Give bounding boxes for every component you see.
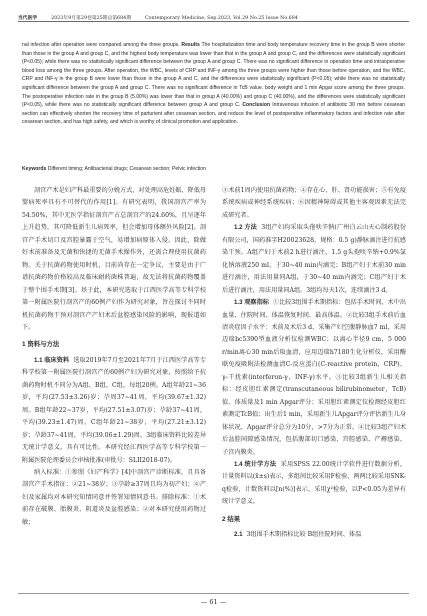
section-heading-results: 2 结果 [222, 515, 241, 523]
page-number: — 61 — [200, 598, 227, 606]
issue-info-cn: 2023年9月第29卷第25期总第684期 [51, 16, 131, 21]
section-heading-materials-methods: 1 资料与方法 [22, 341, 60, 349]
conclusion-label: Conclusion [242, 102, 271, 109]
statistics-paragraph [222, 459, 406, 509]
clinical-data-text: 选取2019年7月至2021年7月于江西医学高等专科学校第一附属医院行剖宫产的60例产妇为研究对象，按照给予抗菌药物时机不同分为A组、B组、C组，每组20例。A组年龄21~36岁，平均(27.53±3.26)岁；孕周37~41周，平均(39.67±1.32)周。B组年龄22~37岁，平均(27.51±3.07)岁；孕龄37~41周，平均(39.23±1.47)周。C组年龄21~38岁，平均(27.21±3.12)岁；孕龄37~41周，平均(39.06±1.29)周。3组临床资料比较差异无统计学意义，具有可比性。本研究经江西医学高等专科学校第一附属医院伦理委员会审核批准(审批号：SLII2018-07)。 [22, 356, 206, 464]
right-column [222, 185, 406, 542]
methods-text: 3组产妇均采取头孢呋辛钠(广州白云山天心制药股份有限公司，国药准字H20023628，规格：0.5 g)静脉滴注进行抗感染干预。A组产妇于术前2 h进行滴注，1.5 g头孢呋辛钠+0.9%氯化钠溶液250 ml，于30~40 min内滴完；B组产妇于术前30 min进行滴注，用法用量同A组，于30~40 min内滴完；C组产妇于术后进行滴注，用法用量同A组。3组均每天1次，连续滴注3 d。 [222, 224, 406, 294]
journal-name: 当代医学 [18, 15, 38, 21]
observation-text: ①比较3组围手术期指标：包括手术时间、术中出血量、住院时间、体温恢复时间、最高体温。②比较3组手术前后血清炎症因子水平：术前及术后3 d，采集产妇空腹静脉血7 ml，采用迈瑞bc5390型血液分析仪检测WBC；以离心半径9 cm，5 000 r/min离心30 min后取血清，应用迈瑞h7180生化分析仪，采用酶联免疫吸附法检测血清C-反应蛋白(C-reactive protein，CRP)、γ-干扰素(interferon-γ，INF-γ)水平。③比较3组新生儿相关指标：经皮胆红素测定(transcutaneous bilirubinometer，TcB)值、体质量及1 min Apgar评分；采用胆红素测定仪检测经皮胆红素测定TcB值；出生后1 min，采用新生儿Apgar评分评估新生儿身体状况，Apgar评分总分为10分，>7分为正常。④比较3组产妇术后盆腔间隙感染情况，包括腹部切口感染、宫腔感染、产褥感染、子宫内膜炎。 [222, 299, 406, 456]
subsection-heading-statistics: 1.4 统计学方法 [234, 460, 277, 468]
results-label: Results [181, 42, 200, 48]
footer-rule [18, 593, 409, 594]
subsection-heading-results-1: 2.1 [234, 531, 243, 539]
clinical-data-paragraph [22, 355, 206, 467]
subsection-heading-methods: 1.2 方法 [234, 224, 257, 232]
inclusion-criteria-paragraph: 纳入标准：①参照《妇产科学》[4]中剖宫产诊断标准，且具备剖宫产手术指征；②21~38岁；③孕龄≥37周且均为初产妇；④产妇及家属均对本研究知情同意并签署知情同意书。排除标准：①术前存在破膜、胎膜炎、阴道炎及盆腔感染；②对本研究使用药物过敏； [22, 468, 206, 526]
abstract-methods-tail: nal infection after operation were compared among the three groups. [22, 42, 180, 48]
issue-info-en: Contemporary Medicine, Sep.2023, Vol.29 No.25 Issue No.684 [145, 16, 298, 21]
running-header [18, 9, 409, 22]
introduction-paragraph: 剖宫产术是妇产科最重要的分娩方式，对处理高危妊娠、降低母婴病死率具有不可替代的作用[1]。有研究表明，我国剖宫产率为54.50%，其中无医学指征剖宫产占总剖宫产的24.60%，且呈逐年上升趋势，其可降低新生儿病死率，但会增加母体额外风险[2]。剖宫产手术切口及宫腔暴露于空气，易增加病原体入侵。因此，除做好术前准备及无菌和快捷的无菌手术操作外，还需合理使用抗菌药物。关于抗菌药物使用时机，目前尚存在一定争议，主要是由于广谱抗菌药物价格较高及临床耐药菌株普遍，故无法将抗菌药物覆盖于整个围手术期[3]。基于此，本研究选取于江西医学高等专科学校第一附属医院行剖宫产的60例产妇作为研究对象，旨在探讨不同时机抗菌药物干预对剖宫产产妇术后盆腔感染风险的影响，现报道如下。 [22, 187, 206, 331]
results-text: 3组围手术期指标比较 B组住院时间、体温 [246, 531, 362, 539]
keywords [22, 166, 405, 172]
english-abstract [22, 41, 405, 127]
results-paragraph [222, 529, 406, 541]
subsection-heading-clinical-data: 1.1 临床资料 [34, 356, 70, 364]
observation-paragraph [222, 297, 406, 459]
keywords-label: Keywords [22, 166, 47, 172]
methods-paragraph [222, 222, 406, 297]
left-column [22, 185, 206, 529]
keywords-text: Different timing; Antibacterial drugs; Cesarean section; Pelvic infection [47, 166, 206, 172]
abstract-conclusion: Intravenous infusion of antibiotic 30 min before cesarean section can effectively shorten the recovery time of parturient after cesarean section, and reduce the level of postoperative inflammatory factors and infection rate after cesarean section, and has high safety, and which is worthy of clinical promotion and application. [22, 102, 406, 126]
subsection-heading-observation: 1.3 观察指标 [234, 299, 269, 307]
statistics-text: 采用SPSS 22.00统计学软件进行数据分析，计量资料以(x̄±s)表示，多组间比较采用F检验，两两比较采用SNK-q检验，计数资料以[n(%)]表示，采用χ²检验，以P<0.05为差异有统计学意义。 [222, 460, 406, 506]
exclusion-criteria-continued: ③术前1周内使用抗菌药物；④存在心、肝、肾功能损害；⑤有免疫系统疾病或神经系统疾病；⑥因精神障碍或其他主客观因素无法完成研究者。 [222, 187, 406, 219]
abstract-results: The hospitalization time and body temperature recovery time in the group B were shorter than those in the group A and group C, and the highest body temperature was lower than that in the group A and group C, and the differences were statistically significant (P<0.05); while there was no statistically significant difference between the group A and group C. There was no significant difference in operation time and intraoperative blood loss among the three groups. After operation, the WBC, levels of CRP and INF-γ among the three groups were higher than those before operation, and the WBC, CRP and INF-γ in the group B were lower than those in the group A and C, and the differences were statistically significant (P<0.05); while there was no statistically significant difference between the group A and group C. There was no significant difference in TcB value, body weight and 1 min Apgar score among the three groups. The postoperative infection rate in the group B (5.00%) was lower than that in group A (40.00%) and group C (40.00%), and the differences were statistically significant (P<0.05), while there was no statistically significant difference between group A and group C. [22, 42, 406, 109]
